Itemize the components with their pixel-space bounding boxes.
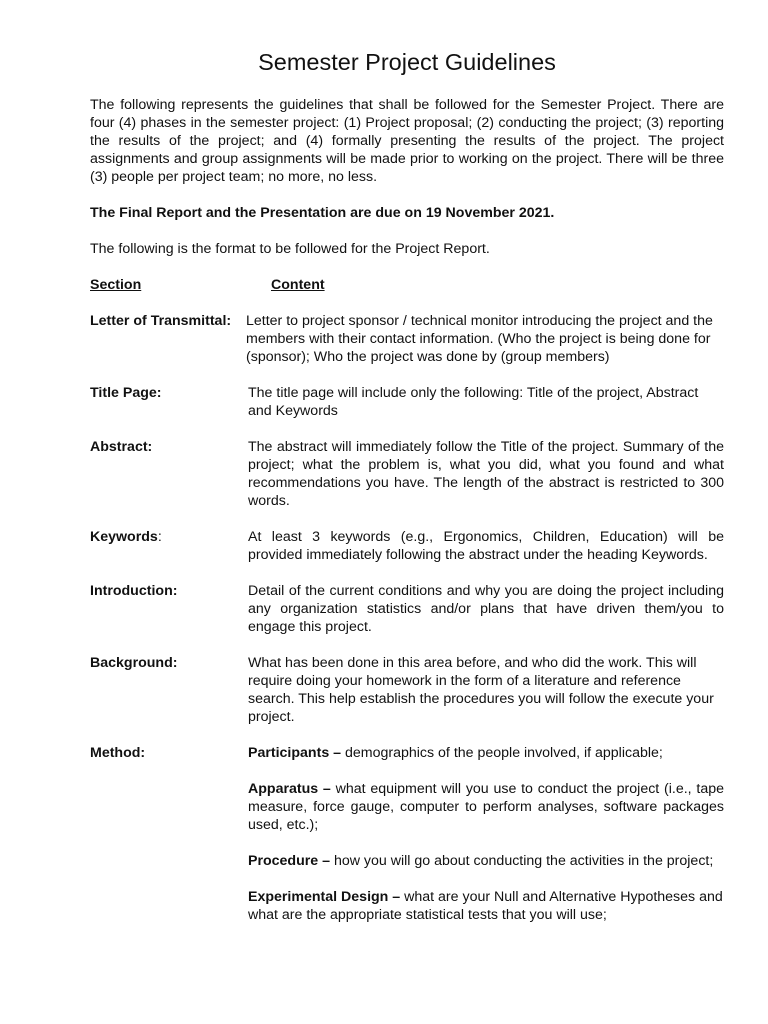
content-column-header: Content — [271, 277, 325, 293]
section-column-header: Section — [90, 277, 142, 293]
section-row-background — [90, 654, 724, 726]
section-label: Background: — [90, 655, 178, 671]
section-row-method — [90, 744, 724, 942]
column-headers — [90, 276, 724, 294]
section-label: Title Page: — [90, 385, 162, 401]
section-content: At least 3 keywords (e.g., Ergonomics, Children, Education) will be provided immediately following the abstract under the heading Keywords. — [248, 529, 724, 563]
section-content: Detail of the current conditions and why you are doing the project including any organization statistics and/or plans that have driven them/you to engage this project. — [248, 583, 724, 635]
section-content: What has been done in this area before, and who did the work. This will require doing your homework in the form of a literature and reference search. This help establish the procedures you will follow the execute your project. — [248, 655, 714, 725]
section-row-keywords — [90, 528, 724, 564]
section-content: The abstract will immediately follow the Title of the project. Summary of the project; what the problem is, what you did, what you found and what recommendations you have. The length of the abstract is restricted to 300 words. — [248, 439, 724, 509]
section-row-introduction — [90, 582, 724, 636]
method-item-participants: Participants – demographics of the people involved, if applicable; — [248, 745, 663, 761]
method-content — [248, 744, 724, 942]
format-intro: The following is the format to be followed for the Project Report. — [90, 241, 490, 257]
method-item-apparatus: Apparatus – what equipment will you use to conduct the project (i.e., tape measure, force gauge, computer to perform analyses, software packages used, etc.); — [248, 781, 724, 833]
section-content: Letter to project sponsor / technical monitor introducing the project and the members with their contact information. (Who the project is being done for (sponsor); Who the project was done by (group members) — [246, 313, 713, 365]
intro-paragraph: The following represents the guidelines that shall be followed for the Semester Project. There are four (4) phases in the semester project: (1) Project proposal; (2) conducting the project; (3) reporting the results of the project; and (4) formally presenting the results of the project. The project assignments and group assignments will be made prior to working on the project. There will be three (3) people per project team; no more, no less. — [90, 97, 724, 185]
document-title: Semester Project Guidelines — [258, 49, 556, 75]
section-label: Introduction: — [90, 583, 178, 599]
method-item-experimental-design: Experimental Design – what are your Null and Alternative Hypotheses and what are the appropriate statistical tests that you will use; — [248, 889, 723, 923]
section-row-transmittal — [90, 312, 724, 366]
method-item-procedure: Procedure – how you will go about conducting the activities in the project; — [248, 853, 714, 869]
section-label: Letter of Transmittal: — [90, 313, 232, 329]
section-label: Keywords: — [90, 529, 162, 545]
section-row-title-page — [90, 384, 724, 420]
due-date-notice: The Final Report and the Presentation are due on 19 November 2021. — [90, 205, 555, 221]
section-content: The title page will include only the following: Title of the project, Abstract and Keywords — [248, 385, 699, 419]
section-label: Abstract: — [90, 439, 153, 455]
section-label: Method: — [90, 745, 146, 761]
section-row-abstract — [90, 438, 724, 510]
